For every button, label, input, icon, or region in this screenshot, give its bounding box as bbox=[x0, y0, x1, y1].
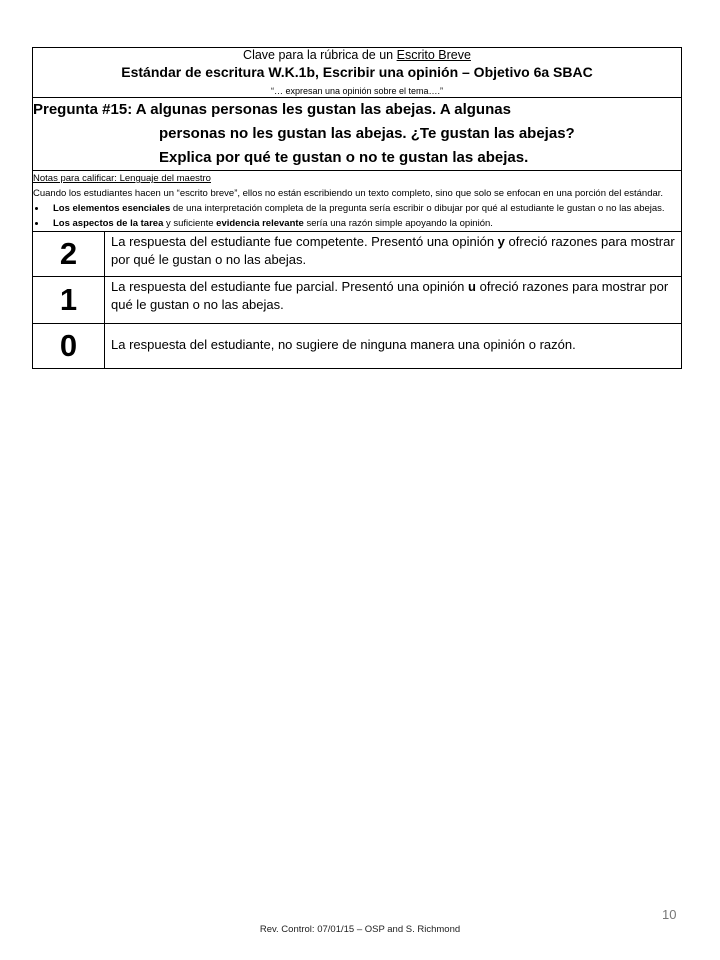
bullet-2-text: sería una razón simple apoyando la opinión. bbox=[303, 218, 493, 229]
score-value: 2 bbox=[33, 232, 105, 277]
score-value: 0 bbox=[33, 324, 105, 369]
score-2-text-bold: y bbox=[497, 234, 505, 249]
score-2-text-a: La respuesta del estudiante fue competente. Presentó una opinión bbox=[111, 234, 498, 249]
standard-quote: “… expresan una opinión sobre el tema….” bbox=[270, 86, 444, 96]
question-line-1: Pregunta #15: A algunas personas les gustan las abejas. A algunas bbox=[33, 101, 511, 118]
notes-title: Notas para calificar: Lenguaje del maestro bbox=[33, 173, 211, 184]
notes-bullet-evidence bbox=[47, 216, 681, 231]
question-line-2: personas no les gustan las abejas. ¿Te gustan las abejas? bbox=[159, 125, 575, 142]
rubric-table bbox=[32, 47, 682, 369]
score-description bbox=[105, 232, 682, 277]
bullet-1-text: de una interpretación completa de la pregunta sería escribir o dibujar por qué al estudiante le gustan o no las abejas. bbox=[170, 203, 665, 214]
score-row-1 bbox=[33, 277, 682, 324]
bullet-1-bold: Los elementos esenciales bbox=[53, 203, 171, 214]
rubric-title-prefix: Clave para la rúbrica de un bbox=[243, 48, 397, 62]
revision-footer: Rev. Control: 07/01/15 – OSP and S. Richmond bbox=[259, 924, 461, 935]
bullet-2-bold-2: evidencia relevante bbox=[216, 218, 304, 229]
score-2-text-b: ofreció razones para mostrar por qué le gustan o no las abejas. bbox=[111, 234, 675, 267]
rubric-header bbox=[33, 48, 682, 98]
notes-intro: Cuando los estudiantes hacen un “escrito breve”, ellos no están escribiendo un texto completo, sino que solo se enfocan en una porción del estándar. bbox=[33, 188, 664, 199]
score-row-0 bbox=[33, 324, 682, 369]
question-prompt bbox=[33, 98, 682, 171]
score-description: La respuesta del estudiante, no sugiere de ninguna manera una opinión o razón. bbox=[105, 324, 682, 369]
score-row-2 bbox=[33, 232, 682, 277]
bullet-2-bold-1: Los aspectos de la tarea bbox=[53, 218, 164, 229]
notes-bullet-essential bbox=[47, 201, 681, 216]
score-1-text-a: La respuesta del estudiante fue parcial. Presentó una opinión bbox=[111, 279, 469, 294]
score-value: 1 bbox=[33, 277, 105, 324]
escrito-breve-label: Escrito Breve bbox=[396, 48, 471, 62]
score-description bbox=[105, 277, 682, 324]
score-1-text-bold: u bbox=[468, 279, 476, 294]
score-1-text-b: ofreció razones para mostrar por qué le gustan o no las abejas. bbox=[111, 279, 669, 312]
writing-standard: Estándar de escritura W.K.1b, Escribir una opinión – Objetivo 6a SBAC bbox=[121, 64, 593, 80]
notes-bullets bbox=[33, 201, 681, 231]
rubric-title bbox=[33, 48, 681, 63]
question-line-3: Explica por qué te gustan o no te gustan las abejas. bbox=[159, 149, 529, 166]
page-number: 10 bbox=[662, 907, 677, 922]
bullet-2-mid: y suficiente bbox=[163, 218, 217, 229]
scoring-notes bbox=[33, 171, 682, 232]
